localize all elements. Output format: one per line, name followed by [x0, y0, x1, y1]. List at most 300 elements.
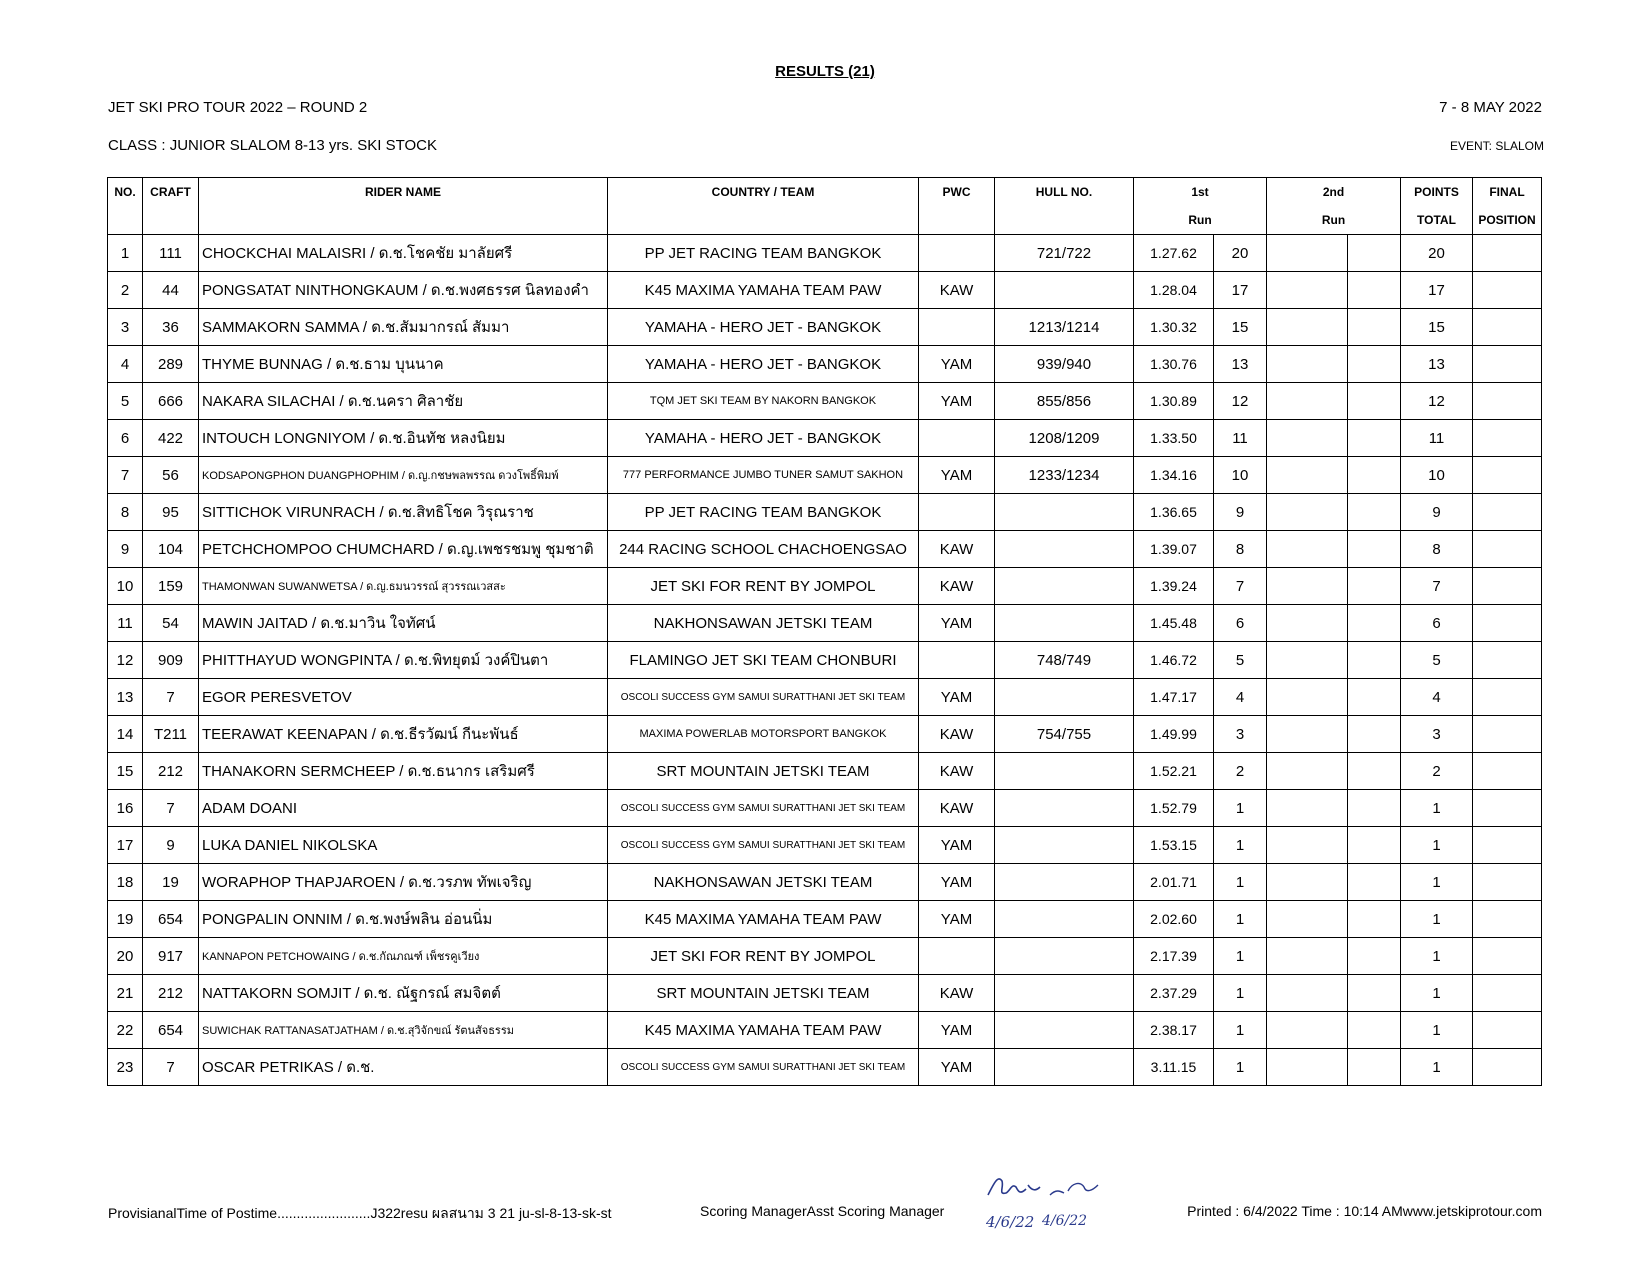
cell-no: 20	[108, 938, 143, 975]
footer-printed: Printed : 6/4/2022 Time : 10:14 AMwww.jetskiprotour.com	[1187, 1203, 1542, 1219]
cell-craft: 909	[143, 642, 199, 679]
cell-team: SRT MOUNTAIN JETSKI TEAM	[608, 753, 919, 790]
cell-run2-points	[1348, 1012, 1401, 1049]
cell-craft: 104	[143, 531, 199, 568]
cell-craft: 95	[143, 494, 199, 531]
cell-craft: 19	[143, 864, 199, 901]
cell-team: YAMAHA - HERO JET - BANGKOK	[608, 346, 919, 383]
cell-team: OSCOLI SUCCESS GYM SAMUI SURATTHANI JET SKI TEAM	[608, 790, 919, 827]
cell-team: OSCOLI SUCCESS GYM SAMUI SURATTHANI JET SKI TEAM	[608, 827, 919, 864]
cell-craft: T211	[143, 716, 199, 753]
cell-run2-points	[1348, 975, 1401, 1012]
cell-final-position	[1473, 901, 1542, 938]
cell-final-position	[1473, 309, 1542, 346]
cell-team: TQM JET SKI TEAM BY NAKORN BANGKOK	[608, 383, 919, 420]
cell-pwc	[919, 642, 995, 679]
cell-run2-time	[1267, 901, 1348, 938]
cell-pwc: YAM	[919, 346, 995, 383]
cell-craft: 654	[143, 1012, 199, 1049]
cell-run1-points: 1	[1214, 864, 1267, 901]
cell-run2-points	[1348, 901, 1401, 938]
cell-no: 7	[108, 457, 143, 494]
col-hull-header: HULL NO.	[995, 178, 1134, 207]
cell-craft: 654	[143, 901, 199, 938]
cell-final-position	[1473, 457, 1542, 494]
cell-final-position	[1473, 494, 1542, 531]
cell-rider: SAMMAKORN SAMMA / ด.ช.สัมมากรณ์ สัมมา	[199, 309, 608, 346]
cell-run1-points: 3	[1214, 716, 1267, 753]
cell-run2-points	[1348, 420, 1401, 457]
cell-points-total: 10	[1401, 457, 1473, 494]
cell-craft: 666	[143, 383, 199, 420]
cell-hull	[995, 272, 1134, 309]
col-final-subheader: POSITION	[1473, 206, 1542, 235]
cell-run1-points: 13	[1214, 346, 1267, 383]
cell-rider: THANAKORN SERMCHEEP / ด.ช.ธนากร เสริมศรี	[199, 753, 608, 790]
cell-run1-time: 1.30.32	[1134, 309, 1214, 346]
cell-run1-time: 1.36.65	[1134, 494, 1214, 531]
table-row	[108, 420, 1542, 457]
cell-pwc: YAM	[919, 383, 995, 420]
cell-run2-points	[1348, 272, 1401, 309]
cell-run2-time	[1267, 642, 1348, 679]
cell-final-position	[1473, 568, 1542, 605]
col-run2-subheader: Run	[1267, 206, 1401, 235]
cell-hull	[995, 568, 1134, 605]
cell-rider: PETCHCHOMPOO CHUMCHARD / ด.ญ.เพชรชมพู ชุมชาติ	[199, 531, 608, 568]
col-craft-header-2	[143, 206, 199, 235]
cell-craft: 159	[143, 568, 199, 605]
cell-rider: CHOCKCHAI MALAISRI / ด.ช.โชคชัย มาลัยศรี	[199, 235, 608, 272]
cell-points-total: 3	[1401, 716, 1473, 753]
cell-run2-points	[1348, 383, 1401, 420]
cell-run1-time: 1.30.89	[1134, 383, 1214, 420]
cell-no: 10	[108, 568, 143, 605]
cell-craft: 56	[143, 457, 199, 494]
cell-run1-time: 1.39.07	[1134, 531, 1214, 568]
cell-craft: 36	[143, 309, 199, 346]
cell-run1-time: 1.49.99	[1134, 716, 1214, 753]
cell-pwc	[919, 420, 995, 457]
cell-run2-time	[1267, 790, 1348, 827]
cell-no: 3	[108, 309, 143, 346]
cell-no: 2	[108, 272, 143, 309]
cell-points-total: 20	[1401, 235, 1473, 272]
cell-hull	[995, 901, 1134, 938]
cell-craft: 212	[143, 975, 199, 1012]
cell-no: 17	[108, 827, 143, 864]
cell-hull: 748/749	[995, 642, 1134, 679]
cell-rider: THYME BUNNAG / ด.ช.ธาม บุนนาค	[199, 346, 608, 383]
cell-points-total: 1	[1401, 1049, 1473, 1086]
cell-pwc: KAW	[919, 790, 995, 827]
cell-team: OSCOLI SUCCESS GYM SAMUI SURATTHANI JET SKI TEAM	[608, 679, 919, 716]
cell-rider: INTOUCH LONGNIYOM / ด.ช.อินทัช หลงนิยม	[199, 420, 608, 457]
cell-hull	[995, 679, 1134, 716]
col-rider-header-2	[199, 206, 608, 235]
col-run1-subheader: Run	[1134, 206, 1267, 235]
cell-pwc: KAW	[919, 272, 995, 309]
cell-craft: 7	[143, 1049, 199, 1086]
col-craft-header: CRAFT	[143, 178, 199, 207]
cell-rider: NAKARA SILACHAI / ด.ช.นครา ศิลาชัย	[199, 383, 608, 420]
cell-craft: 44	[143, 272, 199, 309]
cell-rider: EGOR PERESVETOV	[199, 679, 608, 716]
cell-hull: 855/856	[995, 383, 1134, 420]
cell-run2-time	[1267, 605, 1348, 642]
cell-points-total: 1	[1401, 975, 1473, 1012]
table-row	[108, 457, 1542, 494]
cell-no: 8	[108, 494, 143, 531]
cell-run2-points	[1348, 531, 1401, 568]
col-rider-header: RIDER NAME	[199, 178, 608, 207]
cell-hull: 1213/1214	[995, 309, 1134, 346]
cell-run1-points: 10	[1214, 457, 1267, 494]
cell-points-total: 4	[1401, 679, 1473, 716]
cell-run2-points	[1348, 790, 1401, 827]
cell-craft: 917	[143, 938, 199, 975]
cell-hull	[995, 531, 1134, 568]
cell-pwc	[919, 494, 995, 531]
cell-run2-time	[1267, 753, 1348, 790]
cell-run2-time	[1267, 568, 1348, 605]
cell-hull: 721/722	[995, 235, 1134, 272]
cell-rider: LUKA DANIEL NIKOLSKA	[199, 827, 608, 864]
table-row	[108, 679, 1542, 716]
cell-hull	[995, 494, 1134, 531]
cell-points-total: 11	[1401, 420, 1473, 457]
cell-points-total: 6	[1401, 605, 1473, 642]
cell-run1-points: 9	[1214, 494, 1267, 531]
cell-team: K45 MAXIMA YAMAHA TEAM PAW	[608, 901, 919, 938]
cell-team: NAKHONSAWAN JETSKI TEAM	[608, 864, 919, 901]
cell-final-position	[1473, 975, 1542, 1012]
cell-final-position	[1473, 642, 1542, 679]
cell-run2-time	[1267, 346, 1348, 383]
col-final-header: FINAL	[1473, 178, 1542, 207]
table-row	[108, 642, 1542, 679]
cell-final-position	[1473, 346, 1542, 383]
cell-no: 4	[108, 346, 143, 383]
cell-run1-time: 1.39.24	[1134, 568, 1214, 605]
class-line: CLASS : JUNIOR SLALOM 8-13 yrs. SKI STOCK	[108, 137, 437, 154]
cell-team: K45 MAXIMA YAMAHA TEAM PAW	[608, 272, 919, 309]
cell-run2-time	[1267, 272, 1348, 309]
cell-hull	[995, 1012, 1134, 1049]
cell-pwc: YAM	[919, 1012, 995, 1049]
cell-final-position	[1473, 1012, 1542, 1049]
col-run2-header: 2nd	[1267, 178, 1401, 207]
cell-run2-points	[1348, 494, 1401, 531]
table-row	[108, 272, 1542, 309]
results-body	[108, 235, 1542, 1086]
cell-team: NAKHONSAWAN JETSKI TEAM	[608, 605, 919, 642]
cell-no: 15	[108, 753, 143, 790]
results-table	[107, 177, 1542, 1086]
cell-run1-time: 1.34.16	[1134, 457, 1214, 494]
table-row	[108, 494, 1542, 531]
cell-run1-points: 1	[1214, 1012, 1267, 1049]
cell-run2-time	[1267, 975, 1348, 1012]
cell-team: MAXIMA POWERLAB MOTORSPORT BANGKOK	[608, 716, 919, 753]
cell-run1-time: 1.27.62	[1134, 235, 1214, 272]
cell-final-position	[1473, 753, 1542, 790]
cell-points-total: 1	[1401, 790, 1473, 827]
cell-team: YAMAHA - HERO JET - BANGKOK	[608, 309, 919, 346]
signature-image	[980, 1165, 1110, 1235]
cell-no: 22	[108, 1012, 143, 1049]
col-points-subheader: TOTAL	[1401, 206, 1473, 235]
cell-no: 18	[108, 864, 143, 901]
cell-run2-time	[1267, 531, 1348, 568]
cell-hull	[995, 790, 1134, 827]
cell-rider: WORAPHOP THAPJAROEN / ด.ช.วรภพ ทัพเจริญ	[199, 864, 608, 901]
table-row	[108, 716, 1542, 753]
cell-pwc: KAW	[919, 568, 995, 605]
cell-team: 244 RACING SCHOOL CHACHOENGSAO	[608, 531, 919, 568]
cell-hull	[995, 938, 1134, 975]
cell-rider: SUWICHAK RATTANASATJATHAM / ด.ช.สุวิจักขณ์ รัตนสัจธรรม	[199, 1012, 608, 1049]
cell-run1-points: 8	[1214, 531, 1267, 568]
cell-rider: MAWIN JAITAD / ด.ช.มาวิน ใจทัศน์	[199, 605, 608, 642]
cell-pwc: KAW	[919, 753, 995, 790]
col-no-header-2	[108, 206, 143, 235]
cell-final-position	[1473, 679, 1542, 716]
cell-final-position	[1473, 531, 1542, 568]
col-run1-header: 1st	[1134, 178, 1267, 207]
col-points-header: POINTS	[1401, 178, 1473, 207]
cell-run1-points: 11	[1214, 420, 1267, 457]
cell-run2-time	[1267, 1049, 1348, 1086]
col-hull-header-2	[995, 206, 1134, 235]
cell-pwc: YAM	[919, 864, 995, 901]
signature-date-1: 4/6/22	[986, 1213, 1035, 1231]
signature-stroke-2	[1050, 1184, 1098, 1195]
cell-team: SRT MOUNTAIN JETSKI TEAM	[608, 975, 919, 1012]
event-type: EVENT: SLALOM	[1449, 139, 1544, 153]
cell-rider: KODSAPONGPHON DUANGPHOPHIM / ด.ญ.กชษพลพรรณ ดวงโพธิ์พิมพ์	[199, 457, 608, 494]
cell-hull: 1208/1209	[995, 420, 1134, 457]
table-row	[108, 605, 1542, 642]
col-pwc-header: PWC	[919, 178, 995, 207]
cell-no: 1	[108, 235, 143, 272]
cell-run2-points	[1348, 716, 1401, 753]
cell-rider: THAMONWAN SUWANWETSA / ด.ญ.ธมนวรรณ์ สุวรรณเวสสะ	[199, 568, 608, 605]
cell-hull	[995, 605, 1134, 642]
cell-hull	[995, 1049, 1134, 1086]
cell-points-total: 1	[1401, 901, 1473, 938]
cell-hull: 1233/1234	[995, 457, 1134, 494]
table-row	[108, 827, 1542, 864]
cell-pwc: KAW	[919, 716, 995, 753]
cell-run1-points: 2	[1214, 753, 1267, 790]
cell-final-position	[1473, 827, 1542, 864]
cell-points-total: 9	[1401, 494, 1473, 531]
cell-pwc: YAM	[919, 457, 995, 494]
cell-run2-points	[1348, 605, 1401, 642]
cell-no: 19	[108, 901, 143, 938]
cell-points-total: 1	[1401, 938, 1473, 975]
footer-provisional: ProvisianalTime of Postime........................J322resu ผลสนาม 3 21 ju-sl-8-13-sk-st	[108, 1205, 612, 1221]
cell-run1-points: 1	[1214, 901, 1267, 938]
cell-pwc	[919, 309, 995, 346]
cell-no: 5	[108, 383, 143, 420]
cell-final-position	[1473, 1049, 1542, 1086]
cell-team: PP JET RACING TEAM BANGKOK	[608, 494, 919, 531]
col-pwc-header-2	[919, 206, 995, 235]
cell-run1-time: 2.02.60	[1134, 901, 1214, 938]
cell-run1-time: 3.11.15	[1134, 1049, 1214, 1086]
cell-craft: 289	[143, 346, 199, 383]
cell-run2-time	[1267, 716, 1348, 753]
cell-no: 23	[108, 1049, 143, 1086]
table-row	[108, 309, 1542, 346]
cell-run1-time: 2.17.39	[1134, 938, 1214, 975]
cell-run2-time	[1267, 383, 1348, 420]
cell-team: 777 PERFORMANCE JUMBO TUNER SAMUT SAKHON	[608, 457, 919, 494]
cell-run2-time	[1267, 420, 1348, 457]
table-row	[108, 346, 1542, 383]
cell-run2-time	[1267, 1012, 1348, 1049]
cell-pwc: KAW	[919, 531, 995, 568]
footer-scoring-managers: Scoring ManagerAsst Scoring Manager	[700, 1203, 945, 1219]
cell-team: YAMAHA - HERO JET - BANGKOK	[608, 420, 919, 457]
cell-points-total: 7	[1401, 568, 1473, 605]
cell-final-position	[1473, 938, 1542, 975]
cell-run2-time	[1267, 457, 1348, 494]
cell-run2-points	[1348, 938, 1401, 975]
cell-no: 21	[108, 975, 143, 1012]
cell-points-total: 8	[1401, 531, 1473, 568]
cell-final-position	[1473, 716, 1542, 753]
cell-run2-time	[1267, 679, 1348, 716]
table-row	[108, 753, 1542, 790]
cell-run1-time: 2.01.71	[1134, 864, 1214, 901]
cell-run1-time: 1.33.50	[1134, 420, 1214, 457]
cell-rider: OSCAR PETRIKAS / ด.ช.	[199, 1049, 608, 1086]
cell-run2-points	[1348, 309, 1401, 346]
cell-run1-time: 1.28.04	[1134, 272, 1214, 309]
cell-run1-points: 12	[1214, 383, 1267, 420]
cell-no: 11	[108, 605, 143, 642]
cell-final-position	[1473, 790, 1542, 827]
cell-run1-points: 6	[1214, 605, 1267, 642]
cell-no: 13	[108, 679, 143, 716]
cell-run1-time: 1.52.21	[1134, 753, 1214, 790]
cell-run1-time: 1.47.17	[1134, 679, 1214, 716]
table-row	[108, 790, 1542, 827]
cell-hull	[995, 827, 1134, 864]
cell-team: K45 MAXIMA YAMAHA TEAM PAW	[608, 1012, 919, 1049]
cell-hull	[995, 864, 1134, 901]
cell-run2-points	[1348, 457, 1401, 494]
cell-rider: PHITTHAYUD WONGPINTA / ด.ช.พิทยุตม์ วงค์ปินตา	[199, 642, 608, 679]
event-date: 7 - 8 MAY 2022	[1439, 99, 1542, 116]
cell-rider: PONGSATAT NINTHONGKAUM / ด.ช.พงศธรรศ นิลทองคำ	[199, 272, 608, 309]
cell-run1-points: 5	[1214, 642, 1267, 679]
signature-stroke-1	[988, 1179, 1040, 1195]
cell-run1-time: 1.45.48	[1134, 605, 1214, 642]
cell-pwc	[919, 235, 995, 272]
event-name: JET SKI PRO TOUR 2022 – ROUND 2	[108, 99, 368, 116]
cell-rider: KANNAPON PETCHOWAING / ด.ช.กัณภณฑ์ เพ็ชรคูเวียง	[199, 938, 608, 975]
cell-pwc: YAM	[919, 1049, 995, 1086]
cell-run1-points: 7	[1214, 568, 1267, 605]
cell-team: OSCOLI SUCCESS GYM SAMUI SURATTHANI JET SKI TEAM	[608, 1049, 919, 1086]
cell-pwc: YAM	[919, 827, 995, 864]
cell-craft: 7	[143, 790, 199, 827]
cell-no: 6	[108, 420, 143, 457]
table-row	[108, 975, 1542, 1012]
cell-team: FLAMINGO JET SKI TEAM CHONBURI	[608, 642, 919, 679]
cell-points-total: 5	[1401, 642, 1473, 679]
cell-craft: 54	[143, 605, 199, 642]
cell-run2-time	[1267, 494, 1348, 531]
cell-points-total: 12	[1401, 383, 1473, 420]
table-row	[108, 568, 1542, 605]
cell-run1-points: 1	[1214, 827, 1267, 864]
cell-craft: 9	[143, 827, 199, 864]
cell-final-position	[1473, 272, 1542, 309]
cell-pwc: YAM	[919, 605, 995, 642]
cell-hull: 939/940	[995, 346, 1134, 383]
cell-final-position	[1473, 383, 1542, 420]
cell-run1-time: 2.38.17	[1134, 1012, 1214, 1049]
table-row	[108, 383, 1542, 420]
cell-rider: NATTAKORN SOMJIT / ด.ช. ณัฐกรณ์ สมจิตต์	[199, 975, 608, 1012]
cell-points-total: 13	[1401, 346, 1473, 383]
table-row	[108, 531, 1542, 568]
cell-pwc: YAM	[919, 901, 995, 938]
cell-points-total: 2	[1401, 753, 1473, 790]
cell-points-total: 17	[1401, 272, 1473, 309]
cell-run2-points	[1348, 679, 1401, 716]
cell-rider: PONGPALIN ONNIM / ด.ช.พงษ์พลิน อ่อนนิ่ม	[199, 901, 608, 938]
cell-points-total: 1	[1401, 1012, 1473, 1049]
cell-rider: ADAM DOANI	[199, 790, 608, 827]
cell-final-position	[1473, 420, 1542, 457]
cell-run2-time	[1267, 235, 1348, 272]
table-row	[108, 1012, 1542, 1049]
cell-craft: 111	[143, 235, 199, 272]
cell-run2-points	[1348, 235, 1401, 272]
col-country-header-2	[608, 206, 919, 235]
cell-run1-points: 20	[1214, 235, 1267, 272]
cell-run2-time	[1267, 309, 1348, 346]
cell-no: 14	[108, 716, 143, 753]
col-country-header: COUNTRY / TEAM	[608, 178, 919, 207]
table-header-row	[108, 178, 1542, 207]
cell-run2-points	[1348, 827, 1401, 864]
cell-no: 16	[108, 790, 143, 827]
cell-run2-points	[1348, 642, 1401, 679]
cell-run1-time: 1.52.79	[1134, 790, 1214, 827]
table-header-row-2	[108, 206, 1542, 235]
cell-hull	[995, 753, 1134, 790]
cell-final-position	[1473, 864, 1542, 901]
cell-run1-time: 1.30.76	[1134, 346, 1214, 383]
cell-run2-points	[1348, 346, 1401, 383]
cell-points-total: 1	[1401, 827, 1473, 864]
cell-run1-points: 1	[1214, 975, 1267, 1012]
cell-hull: 754/755	[995, 716, 1134, 753]
results-title: RESULTS (21)	[775, 63, 875, 80]
cell-craft: 212	[143, 753, 199, 790]
cell-no: 12	[108, 642, 143, 679]
cell-no: 9	[108, 531, 143, 568]
cell-run2-points	[1348, 1049, 1401, 1086]
cell-run1-points: 4	[1214, 679, 1267, 716]
